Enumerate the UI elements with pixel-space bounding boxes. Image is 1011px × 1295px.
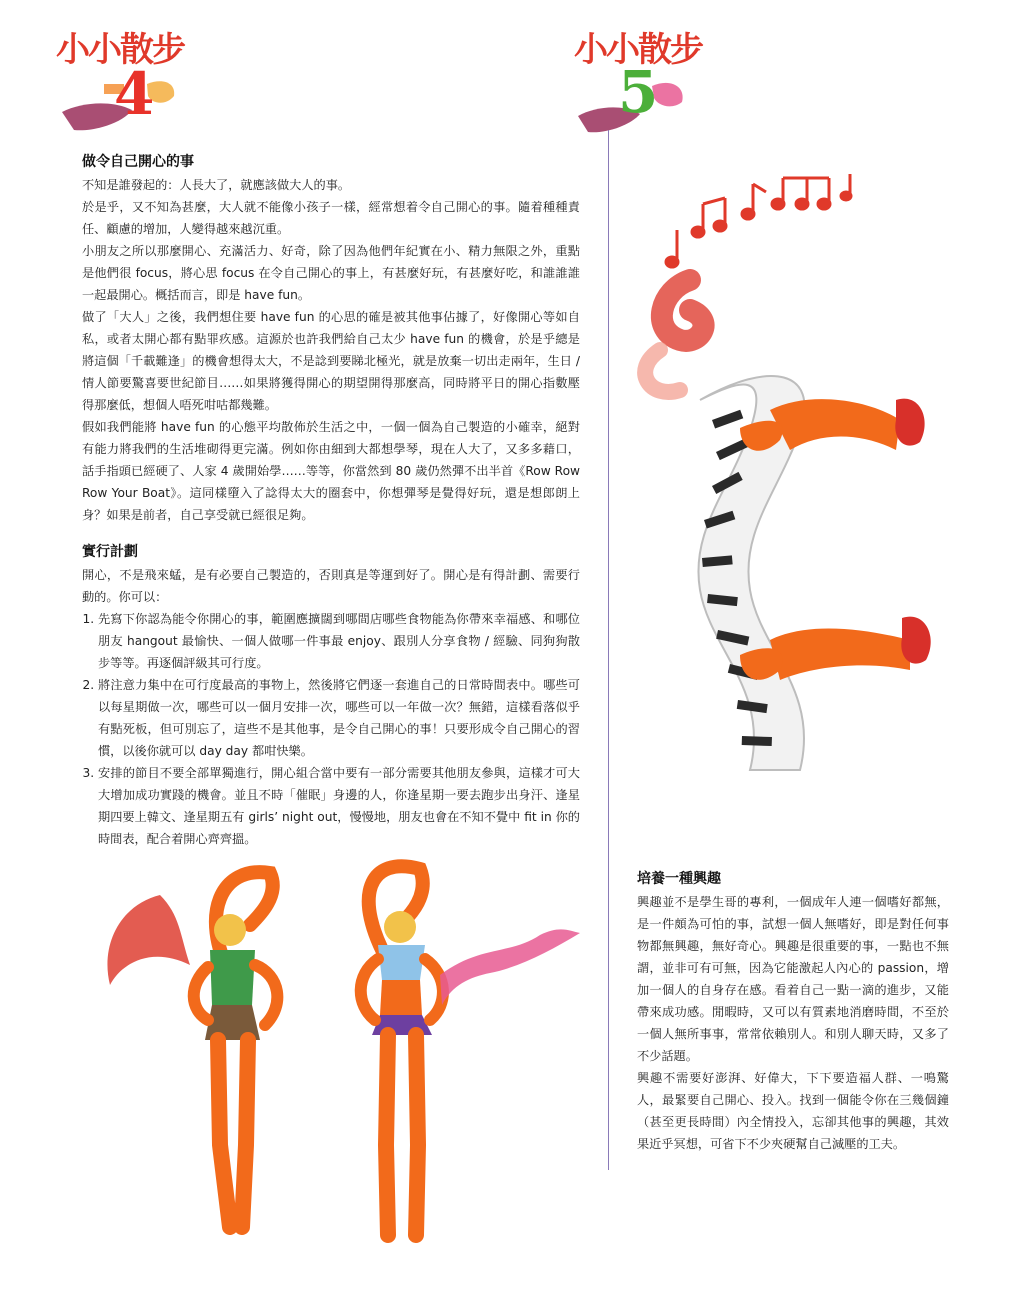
paragraph: 不知是誰發起的：人長大了，就應該做大人的事。 bbox=[82, 178, 351, 192]
paragraph: 興趣不需要好澎湃、好偉大，下下要造福人群、一鳴驚人，最緊要自己開心、投入。找到一個能令你在三幾個鐘（甚至更長時間）內全情投入，忘卻其他事的興趣，其效果近乎冥想，可省下不少夾硬幫自己減壓的工夫。 bbox=[637, 1071, 949, 1151]
section-heading: 培養一種興趣 bbox=[637, 871, 721, 887]
list-item: 3. 安排的節目不要全部單獨進行，開心組合當中要有一部分需要其他朋友參與，這樣才可大大增加成功實踐的機會。並且不時「催眠」身邊的人，你逢星期一要去跑步出身汗、逢星期四要上韓文、逢星期五有 girls’ night out，慢慢地，朋友也會在不知不覺中 fit in 你的時間表，配合着開心齊齊搵。 bbox=[98, 762, 580, 850]
badge-5-title: 小小散步 bbox=[574, 30, 702, 70]
paragraph: 假如我們能將 have fun 的心態平均散佈於生活之中，一個一個為自己製造的小確幸，絕對有能力將我們的生活堆砌得更完滿。例如你由細到大都想學琴，現在人大了，又多多藉口，話手指頭已經硬了、人家 4 歲開始學……等等，你當然到 80 歲仍然彈不出半首《Row Row Row Your Boat》。這同樣墮入了諗得太大的圈套中，你想彈琴是覺得好玩，還是想郎朗上身？如果是前者，自己享受就已經很足夠。 bbox=[82, 420, 580, 522]
section-heading: 實行計劃 bbox=[82, 544, 138, 560]
paragraph: 做了「大人」之後，我們想住要 have fun 的心思的確是被其他事佔據了，好像開心等如自私，或者太開心都有點罪疚感。這源於也許我們給自己太少 have fun 的機會，於是乎總是將這個「千載難逢」的機會想得太大，不是諗到要睇北極光，就是放棄一切出走兩年，生日 / 情人節要驚喜要世紀節目……如果將獲得開心的期望開得那麼高，同時將平日的開心指數壓得那麼低，想個人唔死咁咕都幾難。 bbox=[82, 310, 580, 412]
section-heading: 做令自己開心的事 bbox=[82, 154, 194, 170]
badge-4-title: 小小散步 bbox=[56, 30, 184, 70]
column-divider bbox=[608, 130, 609, 1170]
right-column bbox=[637, 869, 949, 1155]
dancer-left bbox=[194, 872, 278, 1227]
paragraph: 興趣並不是學生哥的專利，一個成年人連一個嗜好都無，是一件頗為可怕的事，試想一個人無嗜好，即是對任何事物都無興趣，無好奇心。興趣是很重要的事，一點也不無謂，並非可有可無，因為它能激起人內心的 passion，增加一個人的自身存在感。看着自己一點一滴的進步，又能帶來成功感。閒暇時，又可以有質素地消磨時間，不至於一個人無所事事，常常依賴別人。和別人聊天時，又多了不少話題。 bbox=[637, 895, 949, 1063]
section-plan bbox=[82, 542, 580, 850]
list-item: 1. 先寫下你認為能令你開心的事，範圍應擴闊到哪間店哪些食物能為你帶來幸福感、和哪位朋友 hangout 最愉快、一個人做哪一件事最 enjoy、跟別人分享食物 / 經驗、同狗狗散步等等。再逐個評級其可行度。 bbox=[98, 608, 580, 674]
paragraph: 於是乎，又不知為甚麼，大人就不能像小孩子一樣，經常想着令自己開心的事。隨着種種責任、顧慮的增加，人變得越來越沉重。 bbox=[82, 200, 580, 236]
piano-illustration bbox=[620, 170, 980, 870]
badge-5-number: 5 bbox=[618, 58, 659, 126]
badge-4 bbox=[52, 12, 192, 137]
badge-5 bbox=[566, 12, 706, 137]
dancers-illustration bbox=[80, 855, 600, 1265]
music-notes-icon bbox=[666, 174, 851, 267]
dancer-right bbox=[361, 866, 443, 1235]
badge-4-number: 4 bbox=[114, 60, 155, 128]
section-happy-things bbox=[82, 152, 580, 526]
scarf-pink bbox=[440, 929, 580, 1005]
list-item: 2. 將注意力集中在可行度最高的事物上，然後將它們逐一套進自己的日常時間表中。哪些可以每星期做一次，哪些可以一個月安排一次，哪些可以一年做一次？無錯，這樣看落似乎有點死板，但可別忘了，這些不是其他事，是令自己開心的事！只要形成令自己開心的習慣，以後你就可以 day day 都咁快樂。 bbox=[98, 674, 580, 762]
paragraph: 小朋友之所以那麼開心、充滿活力、好奇，除了因為他們年紀實在小、精力無限之外，重點是他們很 focus，將心思 focus 在令自己開心的事上，有甚麼好玩，有甚麼好吃，和誰誰誰一起最開心。概括而言，即是 have fun。 bbox=[82, 244, 580, 302]
scarf-red bbox=[107, 895, 190, 985]
paragraph: 開心，不是飛來蜢，是有必要自己製造的，否則真是等運到好了。開心是有得計劃、需要行動的。你可以： bbox=[82, 568, 580, 604]
left-column bbox=[82, 152, 580, 866]
steps-list bbox=[82, 608, 580, 850]
